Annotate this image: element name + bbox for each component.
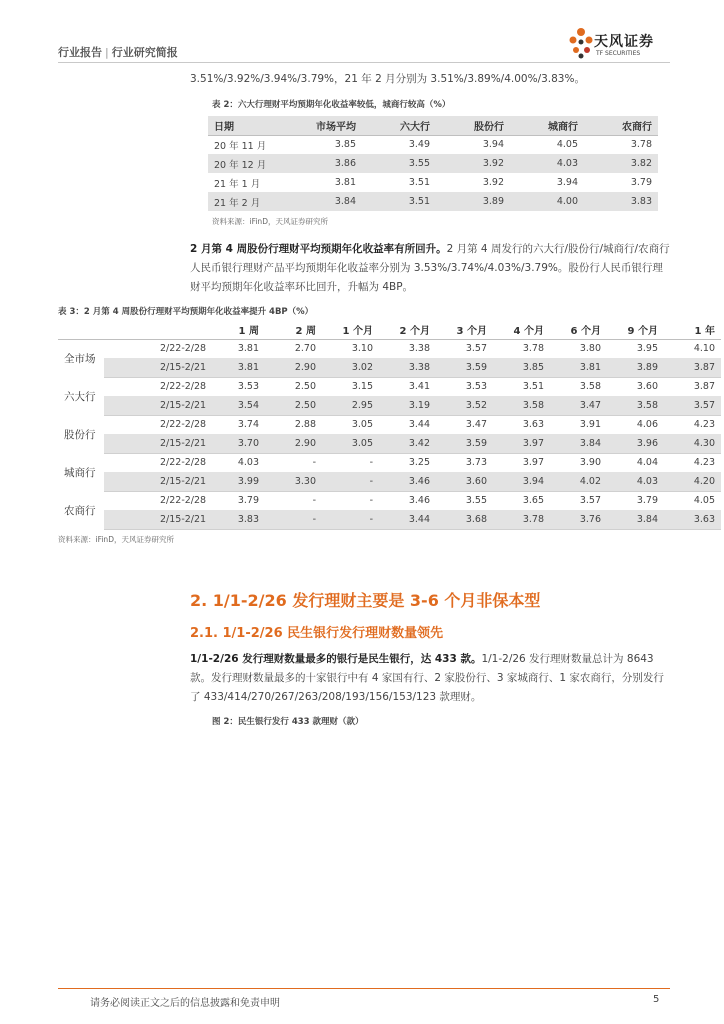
table-cell: 3.60 <box>436 472 493 491</box>
table-row <box>58 472 721 491</box>
table2-header-row <box>208 116 658 135</box>
table3-header-cell <box>58 320 104 339</box>
table-cell: 4.06 <box>636 419 658 431</box>
table-cell: 3.99 <box>214 472 265 491</box>
table-cell: 3.76 <box>550 510 607 529</box>
paragraph-3 <box>190 650 672 707</box>
table-cell: 3.87 <box>693 381 715 393</box>
table-cell-date: 2/22-2/28 <box>160 419 207 431</box>
table2-header-cell: 日期 <box>208 116 288 135</box>
table-cell: - <box>369 495 373 507</box>
table-cell: 2.90 <box>265 434 322 453</box>
table3-header-cell: 9 个月 <box>607 320 664 339</box>
table-cell: 3.59 <box>436 358 493 377</box>
table-cell: 3.84 <box>550 434 607 453</box>
table3-header-cell <box>104 320 214 339</box>
table-cell: 3.95 <box>636 343 658 355</box>
table-cell: 2.88 <box>294 419 316 431</box>
table-cell: 3.82 <box>584 154 658 173</box>
paragraph-3-body: 1/1-2/26 发行理财数量总计为 8643 款。发行理财数量最多的十家银行中有 4 家国有行、2 家股份行、3 家城商行、1 家农商行，分别发行了 433/414/270/267/263/208/193/156/153/123 款理财。 <box>190 653 664 703</box>
table2-header-cell: 股份行 <box>436 116 510 135</box>
paragraph-2-body: 2 月第 4 周发行的六大行/股份行/城商行/农商行人民币银行理财产品平均预期年化收益率分别为 3.53%/3.74%/4.03%/3.79%。股份行人民币银行理财平均预期年化收益率环比回升，升幅为 4BP。 <box>190 243 670 293</box>
table-cell: 3.80 <box>579 343 601 355</box>
table3-header-row <box>58 320 721 339</box>
logo-flower-icon <box>568 26 594 60</box>
table-cell: 3.85 <box>493 358 550 377</box>
table-group-label: 股份行 <box>58 415 104 453</box>
table3-header-cell: 2 周 <box>265 320 322 339</box>
paragraph-2 <box>190 240 672 297</box>
table-cell: 4.30 <box>664 434 721 453</box>
table3-header-cell: 1 年 <box>664 320 721 339</box>
table-cell: 3.30 <box>265 472 322 491</box>
table-cell: 2.95 <box>322 396 379 415</box>
table3-header-cell: 1 周 <box>214 320 265 339</box>
table-cell: 3.63 <box>522 419 544 431</box>
header-breadcrumb <box>58 44 178 60</box>
table-cell-date: 20 年 11 月 <box>214 140 267 152</box>
table2-header-cell: 城商行 <box>510 116 584 135</box>
table-cell: 3.54 <box>214 396 265 415</box>
table3-header-cell: 1 个月 <box>322 320 379 339</box>
table-cell: 4.20 <box>664 472 721 491</box>
table-cell: 3.41 <box>408 381 430 393</box>
table-cell: 2.90 <box>265 358 322 377</box>
table3-header-cell: 2 个月 <box>379 320 436 339</box>
table-row <box>58 453 721 472</box>
table-cell: 3.55 <box>465 495 487 507</box>
table-cell: 3.84 <box>607 510 664 529</box>
table-cell: 4.05 <box>693 495 715 507</box>
logo-name-en: TF SECURITIES <box>596 50 641 57</box>
table-cell-date: 2/22-2/28 <box>160 381 207 393</box>
table2-header-cell: 农商行 <box>584 116 658 135</box>
table3 <box>58 320 721 530</box>
table-cell: 3.44 <box>408 419 430 431</box>
table3-body <box>58 339 721 529</box>
table-cell: 3.57 <box>465 343 487 355</box>
table-cell-date: 20 年 12 月 <box>208 154 288 173</box>
table-cell: 3.51 <box>362 192 436 211</box>
table-cell: 3.81 <box>214 358 265 377</box>
table-row <box>58 510 721 529</box>
table-cell: 3.57 <box>579 495 601 507</box>
table-cell: 2.50 <box>265 396 322 415</box>
table-cell-date: 2/15-2/21 <box>104 396 214 415</box>
table-group-label: 城商行 <box>58 453 104 491</box>
table-cell: 3.60 <box>636 381 658 393</box>
table-cell: 3.05 <box>351 419 373 431</box>
table-group-label: 全市场 <box>58 339 104 377</box>
table-cell: 3.92 <box>482 177 504 188</box>
table-cell-date: 2/15-2/21 <box>104 510 214 529</box>
table-row <box>208 135 658 154</box>
table-cell-date: 2/15-2/21 <box>104 472 214 491</box>
table-cell: 3.38 <box>408 343 430 355</box>
table-group-label: 六大行 <box>58 377 104 415</box>
table-cell: 3.02 <box>322 358 379 377</box>
logo-name-cn: 天风证券 <box>594 34 654 50</box>
table-cell: 3.78 <box>522 343 544 355</box>
table-cell-date: 2/22-2/28 <box>160 343 207 355</box>
table-cell: 3.90 <box>579 457 601 469</box>
table-cell: 3.79 <box>630 177 652 188</box>
table-cell: 3.94 <box>482 139 504 151</box>
table3-source: 资料来源：iFinD，天风证券研究所 <box>58 535 174 544</box>
table2-header-cell: 市场平均 <box>288 116 362 135</box>
table-cell: 4.03 <box>237 457 259 469</box>
header-sub-category: 行业研究简报 <box>111 46 178 59</box>
table-cell: 3.97 <box>493 434 550 453</box>
table-cell: 3.81 <box>550 358 607 377</box>
table-cell: - <box>322 472 379 491</box>
table-cell: 3.81 <box>237 343 259 355</box>
table-cell: 3.68 <box>436 510 493 529</box>
table-cell: 3.83 <box>214 510 265 529</box>
table-cell: 3.86 <box>288 154 362 173</box>
table-cell: 3.87 <box>664 358 721 377</box>
table-cell: 3.85 <box>334 139 356 151</box>
table2-header-cell: 六大行 <box>362 116 436 135</box>
table-cell: 3.94 <box>556 177 578 188</box>
table-cell: 3.19 <box>379 396 436 415</box>
table-cell: 3.78 <box>630 139 652 151</box>
table-group-label: 农商行 <box>58 491 104 529</box>
table-row <box>58 415 721 434</box>
table-row <box>208 192 658 211</box>
table-cell: 4.03 <box>607 472 664 491</box>
table-cell: 3.58 <box>493 396 550 415</box>
table-cell-date: 2/22-2/28 <box>160 457 207 469</box>
table-row <box>208 173 658 192</box>
table-cell-date: 2/15-2/21 <box>104 358 214 377</box>
table-cell-date: 21 年 1 月 <box>214 178 261 190</box>
table-cell: 3.47 <box>550 396 607 415</box>
table-cell: 4.23 <box>693 457 715 469</box>
table-cell: - <box>312 457 316 469</box>
table2-caption: 表 2：六大行理财平均预期年化收益率较低，城商行较高（%） <box>212 100 451 110</box>
table-cell: 3.57 <box>664 396 721 415</box>
table-cell: 4.00 <box>510 192 584 211</box>
table-cell: 3.25 <box>408 457 430 469</box>
table-row <box>58 434 721 453</box>
table-row <box>208 154 658 173</box>
table-cell: - <box>369 457 373 469</box>
table3-header-cell: 6 个月 <box>550 320 607 339</box>
table-cell-date: 2/15-2/21 <box>104 434 214 453</box>
table-cell: 3.96 <box>607 434 664 453</box>
table-cell: - <box>312 495 316 507</box>
table-cell-date: 2/22-2/28 <box>160 495 207 507</box>
section-2-title: 2. 1/1-2/26 发行理财主要是 3-6 个月非保本型 <box>190 591 541 610</box>
table-cell: 3.84 <box>288 192 362 211</box>
table-cell: 3.79 <box>237 495 259 507</box>
table-row <box>58 358 721 377</box>
table-row <box>58 491 721 510</box>
table-cell: 3.05 <box>322 434 379 453</box>
table-cell: 3.51 <box>408 177 430 188</box>
table-cell: 2.70 <box>294 343 316 355</box>
intro-line: 3.51%/3.92%/3.94%/3.79%，21 年 2 月分别为 3.51%/3.89%/4.00%/3.83%。 <box>190 73 585 85</box>
header-divider <box>58 62 670 63</box>
table-cell: 3.74 <box>237 419 259 431</box>
table-cell: 3.53 <box>465 381 487 393</box>
page-number: 5 <box>653 994 660 1005</box>
table-cell: 3.49 <box>408 139 430 151</box>
table-cell: 3.51 <box>522 381 544 393</box>
table-cell: 3.92 <box>436 154 510 173</box>
paragraph-2-lead: 2 月第 4 周股份行理财平均预期年化收益率有所回升。 <box>190 243 447 255</box>
table-cell: 3.89 <box>436 192 510 211</box>
footer-disclaimer: 请务必阅读正文之后的信息披露和免责申明 <box>90 998 280 1009</box>
table-cell: - <box>265 510 322 529</box>
table-cell: 3.70 <box>214 434 265 453</box>
table-cell: 3.53 <box>237 381 259 393</box>
table-row <box>58 339 721 358</box>
table-cell: 4.02 <box>550 472 607 491</box>
table-cell: - <box>322 510 379 529</box>
table-cell: 2.50 <box>294 381 316 393</box>
table-row <box>58 377 721 396</box>
table-cell: 3.94 <box>493 472 550 491</box>
table-cell: 3.47 <box>465 419 487 431</box>
table3-header-cell: 3 个月 <box>436 320 493 339</box>
table-cell: 4.04 <box>636 457 658 469</box>
figure2-caption: 图 2：民生银行发行 433 款理财（款） <box>212 717 364 727</box>
company-logo <box>568 26 678 64</box>
table-cell: 3.59 <box>436 434 493 453</box>
table-cell: 3.10 <box>351 343 373 355</box>
paragraph-3-lead: 1/1-2/26 发行理财数量最多的银行是民生银行，达 433 款。 <box>190 653 482 665</box>
table-cell: 3.44 <box>379 510 436 529</box>
table-cell: 3.38 <box>379 358 436 377</box>
table-cell: 3.46 <box>408 495 430 507</box>
table-cell: 3.15 <box>351 381 373 393</box>
table-cell: 4.10 <box>693 343 715 355</box>
table-row <box>58 396 721 415</box>
table-cell: 3.55 <box>362 154 436 173</box>
table-cell: 3.89 <box>607 358 664 377</box>
table3-header-cell: 4 个月 <box>493 320 550 339</box>
table-cell-date: 21 年 2 月 <box>208 192 288 211</box>
table-cell: 3.58 <box>607 396 664 415</box>
header-category: 行业报告 <box>58 46 102 59</box>
section-2-1-title: 2.1. 1/1-2/26 民生银行发行理财数量领先 <box>190 626 444 641</box>
table-cell: 4.05 <box>556 139 578 151</box>
table-cell: 3.83 <box>584 192 658 211</box>
table3-caption: 表 3：2 月第 4 周股份行理财平均预期年化收益率提升 4BP（%） <box>58 307 314 317</box>
table2 <box>208 116 658 211</box>
table-cell: 3.52 <box>436 396 493 415</box>
table-cell: 3.97 <box>522 457 544 469</box>
table-cell: 4.03 <box>510 154 584 173</box>
footer-divider <box>58 988 670 989</box>
table-cell: 3.65 <box>522 495 544 507</box>
table-cell: 3.58 <box>579 381 601 393</box>
table2-source: 资料来源：iFinD，天风证券研究所 <box>212 217 328 226</box>
table-cell: 4.23 <box>693 419 715 431</box>
table-cell: 3.78 <box>493 510 550 529</box>
header-separator: | <box>105 46 109 59</box>
table-cell: 3.63 <box>664 510 721 529</box>
table-cell: 3.81 <box>334 177 356 188</box>
table-cell: 3.42 <box>379 434 436 453</box>
table-cell: 3.73 <box>465 457 487 469</box>
table-cell: 3.79 <box>636 495 658 507</box>
table-cell: 3.46 <box>379 472 436 491</box>
table-cell: 3.91 <box>579 419 601 431</box>
